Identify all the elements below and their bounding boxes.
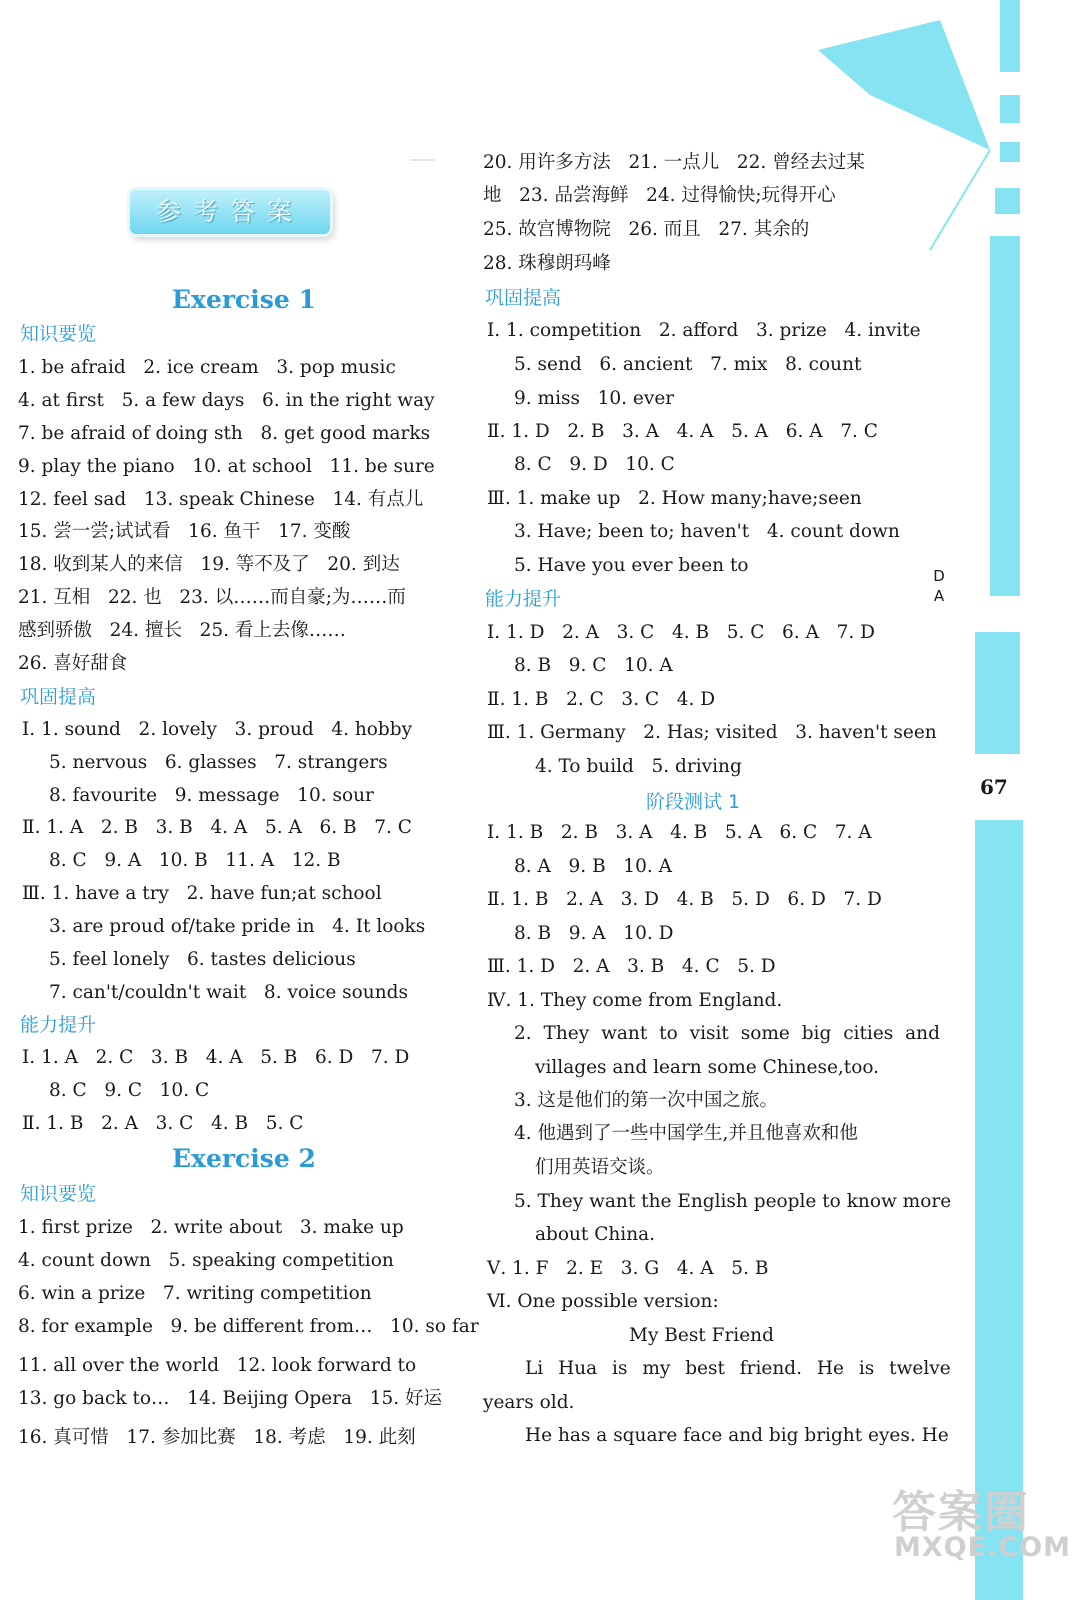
essay-line: years old. bbox=[483, 1392, 575, 1413]
answer-line: 7. be afraid of doing sth 8. get good marks bbox=[18, 423, 431, 444]
exercise-1-title: Exercise 1 bbox=[172, 285, 316, 314]
answer-line: 4. 他遇到了一些中国学生,并且他喜欢和他 bbox=[514, 1123, 858, 1144]
answer-line: 3. 这是他们的第一次中国之旅。 bbox=[514, 1090, 779, 1111]
answer-line: 7. can't/couldn't wait 8. voice sounds bbox=[49, 982, 408, 1003]
answer-line: 8. C 9. D 10. C bbox=[514, 454, 675, 475]
answer-line: Ⅱ. 1. A 2. B 3. B 4. A 5. A 6. B 7. C bbox=[22, 817, 412, 838]
band-segment bbox=[995, 188, 1020, 214]
answer-line: 4. at first 5. a few days 6. in the right way bbox=[18, 390, 435, 411]
answer-line: about China. bbox=[535, 1224, 656, 1245]
answer-line: 2. They want to visit some big cities and bbox=[514, 1023, 940, 1044]
answer-line: 16. 真可惜 17. 参加比赛 18. 考虑 19. 此刻 bbox=[18, 1427, 416, 1448]
band-segment bbox=[975, 632, 1020, 754]
band-segment bbox=[990, 236, 1020, 596]
essay-line: Li Hua is my best friend. He is twelve bbox=[525, 1358, 951, 1379]
answer-line: 感到骄傲 24. 擅长 25. 看上去像…… bbox=[18, 620, 346, 641]
answer-line: 4. To build 5. driving bbox=[535, 756, 742, 777]
answer-line: 地 23. 品尝海鲜 24. 过得愉快;玩得开心 bbox=[483, 185, 836, 206]
band-segment bbox=[1000, 95, 1020, 123]
answer-line: 们用英语交谈。 bbox=[535, 1157, 665, 1178]
answer-line: Ⅱ. 1. B 2. A 3. D 4. B 5. D 6. D 7. D bbox=[487, 889, 882, 910]
answer-line: 3. are proud of/take pride in 4. It looks bbox=[49, 916, 426, 937]
answer-line: 15. 尝一尝;试试看 16. 鱼干 17. 变酸 bbox=[18, 521, 351, 542]
answer-line: Ⅳ. 1. They come from England. bbox=[487, 990, 783, 1011]
kite-string bbox=[930, 150, 990, 250]
section-heading: 能力提升 bbox=[20, 1014, 97, 1036]
answer-line: 8. B 9. C 10. A bbox=[514, 655, 673, 676]
answer-line: Ⅵ. One possible version: bbox=[487, 1291, 719, 1312]
answer-line: Ⅲ. 1. D 2. A 3. B 4. C 5. D bbox=[487, 956, 776, 977]
answer-line: 8. C 9. A 10. B 11. A 12. B bbox=[49, 850, 341, 871]
section-heading: 巩固提高 bbox=[485, 287, 562, 309]
answer-line: 3. Have; been to; haven't 4. count down bbox=[514, 521, 900, 542]
answer-line: Ⅰ. 1. competition 2. afford 3. prize 4. invite bbox=[487, 320, 921, 341]
section-heading: 知识要览 bbox=[20, 1183, 97, 1205]
answer-line: Ⅴ. 1. F 2. E 3. G 4. A 5. B bbox=[487, 1258, 769, 1279]
answer-line: 1. be afraid 2. ice cream 3. pop music bbox=[18, 357, 396, 378]
answer-line: 6. win a prize 7. writing competition bbox=[18, 1283, 372, 1304]
essay-line: He has a square face and big bright eyes. He bbox=[525, 1425, 949, 1446]
answer-line: Ⅰ. 1. D 2. A 3. C 4. B 5. C 6. A 7. D bbox=[487, 622, 875, 643]
answer-line: 13. go back to… 14. Beijing Opera 15. 好运 bbox=[18, 1388, 443, 1409]
section-heading: 知识要览 bbox=[20, 323, 97, 345]
essay-title: My Best Friend bbox=[629, 1325, 774, 1346]
answer-line: 12. feel sad 13. speak Chinese 14. 有点儿 bbox=[18, 489, 424, 510]
answer-line: 9. play the piano 10. at school 11. be sure bbox=[18, 456, 435, 477]
answer-line: 5. feel lonely 6. tastes delicious bbox=[49, 949, 356, 970]
answer-line: 26. 喜好甜食 bbox=[18, 653, 128, 674]
section-heading: 能力提升 bbox=[485, 588, 562, 610]
watermark bbox=[892, 1476, 1071, 1600]
answer-line: 5. Have you ever been to bbox=[514, 555, 749, 576]
answer-line: 11. all over the world 12. look forward to bbox=[18, 1355, 417, 1376]
answer-line: Ⅱ. 1. D 2. B 3. A 4. A 5. A 6. A 7. C bbox=[487, 421, 878, 442]
answer-line: 1. first prize 2. write about 3. make up bbox=[18, 1217, 404, 1238]
answer-line: 18. 收到某人的来信 19. 等不及了 20. 到达 bbox=[18, 554, 400, 575]
answer-line: 5. nervous 6. glasses 7. strangers bbox=[49, 752, 388, 773]
answer-line: Ⅱ. 1. B 2. A 3. C 4. B 5. C bbox=[22, 1113, 304, 1134]
watermark-logo-text: 答案圈 bbox=[892, 1487, 1030, 1538]
answer-line: Ⅱ. 1. B 2. C 3. C 4. D bbox=[487, 689, 716, 710]
answer-line: 21. 互相 22. 也 23. 以……而自豪;为……而 bbox=[18, 587, 406, 608]
answer-line: 9. miss 10. ever bbox=[514, 388, 675, 409]
answer-line: 8. B 9. A 10. D bbox=[514, 923, 674, 944]
answer-line: 25. 故宫博物院 26. 而且 27. 其余的 bbox=[483, 219, 810, 240]
answer-line: 20. 用许多方法 21. 一点儿 22. 曾经去过某 bbox=[483, 152, 865, 173]
section-heading: 巩固提高 bbox=[20, 686, 97, 708]
answer-line: Ⅰ. 1. sound 2. lovely 3. proud 4. hobby bbox=[22, 719, 413, 740]
answer-line: 8. favourite 9. message 10. sour bbox=[49, 785, 374, 806]
answer-line: Ⅰ. 1. B 2. B 3. A 4. B 5. A 6. C 7. A bbox=[487, 822, 872, 843]
answer-line: Ⅲ. 1. Germany 2. Has; visited 3. haven't seen bbox=[487, 722, 937, 743]
answer-key-title: 参考答案 bbox=[130, 190, 330, 234]
answer-line: Ⅰ. 1. A 2. C 3. B 4. A 5. B 6. D 7. D bbox=[22, 1047, 410, 1068]
answer-line: 8. C 9. C 10. C bbox=[49, 1080, 210, 1101]
answer-line: villages and learn some Chinese,too. bbox=[535, 1057, 880, 1078]
page-number: 67 bbox=[980, 775, 1008, 799]
answer-line: 8. for example 9. be different from… 10. so far bbox=[18, 1316, 479, 1337]
exercise-2-title: Exercise 2 bbox=[172, 1144, 316, 1173]
watermark-url: MXQE.COM bbox=[894, 1532, 1071, 1563]
answer-line: 4. count down 5. speaking competition bbox=[18, 1250, 394, 1271]
answer-line: 5. send 6. ancient 7. mix 8. count bbox=[514, 354, 862, 375]
band-segment bbox=[1000, 142, 1020, 162]
stage-test-title: 阶段测试 1 bbox=[646, 791, 741, 813]
kite-shape bbox=[818, 20, 990, 150]
answer-line: 8. A 9. B 10. A bbox=[514, 856, 672, 877]
band-segment bbox=[1000, 0, 1020, 72]
answer-line: Ⅲ. 1. have a try 2. have fun;at school bbox=[22, 883, 382, 904]
answer-line: 5. They want the English people to know more bbox=[514, 1191, 952, 1212]
side-mark: D A bbox=[933, 567, 945, 605]
answer-line: Ⅲ. 1. make up 2. How many;have;seen bbox=[487, 488, 862, 509]
answer-line: 28. 珠穆朗玛峰 bbox=[483, 253, 611, 274]
